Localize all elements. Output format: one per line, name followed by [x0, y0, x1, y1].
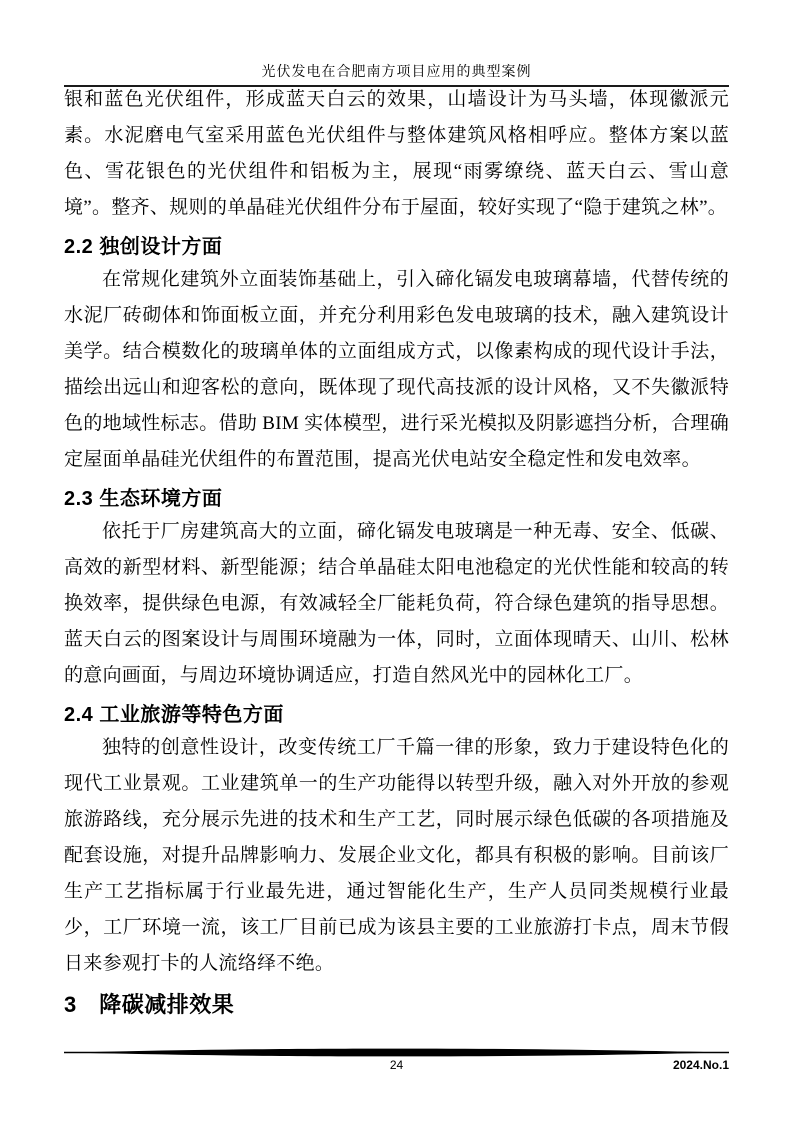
footer-meta-row [64, 1058, 729, 1076]
section-heading-2-3: 2.3 生态环境方面 [64, 488, 223, 510]
page-body [64, 82, 729, 1020]
section-heading-2-2: 2.2 独创设计方面 [64, 236, 223, 258]
footer-rule-bar [64, 1048, 729, 1057]
chapter-heading-3: 3 降碳减排效果 [64, 992, 235, 1017]
section-paragraph-2-2: 在常规化建筑外立面装饰基础上，引入碲化镉发电玻璃幕墙，代替传统的水泥厂砖砌体和饰面板立面，并充分利用彩色发电玻璃的技术，融入建筑设计美学。结合模数化的玻璃单体的立面组成方式，以像素构成的现代设计手法，描绘出远山和迎客松的意向，既体现了现代高技派的设计风格，又不失徽派特色的地域性标志。借助 BIM 实体模型，进行采光模拟及阴影遮挡分析，合理确定屋面单晶硅光伏组件的布置范围，提高光伏电站安全稳定性和发电效率。 [64, 269, 729, 470]
section-paragraph-2-4: 独特的创意性设计，改变传统工厂千篇一律的形象，致力于建设特色化的现代工业景观。工业建筑单一的生产功能得以转型升级，融入对外开放的参观旅游路线，充分展示先进的技术和生产工艺，同时展示绿色低碳的各项措施及配套设施，对提升品牌影响力、发展企业文化，都具有积极的影响。目前该厂生产工艺指标属于行业最先进，通过智能化生产，生产人员同类规模行业最少，工厂环境一流，该工厂目前已成为该县主要的工业旅游打卡点，周末节假日来参观打卡的人流络绎不绝。 [64, 737, 729, 974]
page-number: 24 [389, 1058, 404, 1072]
running-header-title: 光伏发电在合肥南方项目应用的典型案例 [64, 0, 729, 87]
page-footer [64, 1048, 729, 1076]
section-heading-2-4: 2.4 工业旅游等特色方面 [64, 704, 284, 726]
section-paragraph-2-3: 依托于厂房建筑高大的立面，碲化镉发电玻璃是一种无毒、安全、低碳、高效的新型材料、新型能源；结合单晶硅太阳电池稳定的光伏性能和较高的转换效率，提供绿色电源，有效减轻全厂能耗负荷，符合绿色建筑的指导思想。蓝天白云的图案设计与周围环境融为一体，同时，立面体现晴天、山川、松林的意向画面，与周边环境协调适应，打造自然风光中的园林化工厂。 [64, 521, 729, 686]
intro-paragraph: 银和蓝色光伏组件，形成蓝天白云的效果，山墙设计为马头墙，体现徽派元素。水泥磨电气室采用蓝色光伏组件与整体建筑风格相呼应。整体方案以蓝色、雪花银色的光伏组件和铝板为主，展现“雨雾缭绕、蓝天白云、雪山意境”。整齐、规则的单晶硅光伏组件分布于屋面，较好实现了“隐于建筑之林”。 [64, 89, 729, 218]
issue-label: 2024.No.1 [672, 1058, 729, 1072]
